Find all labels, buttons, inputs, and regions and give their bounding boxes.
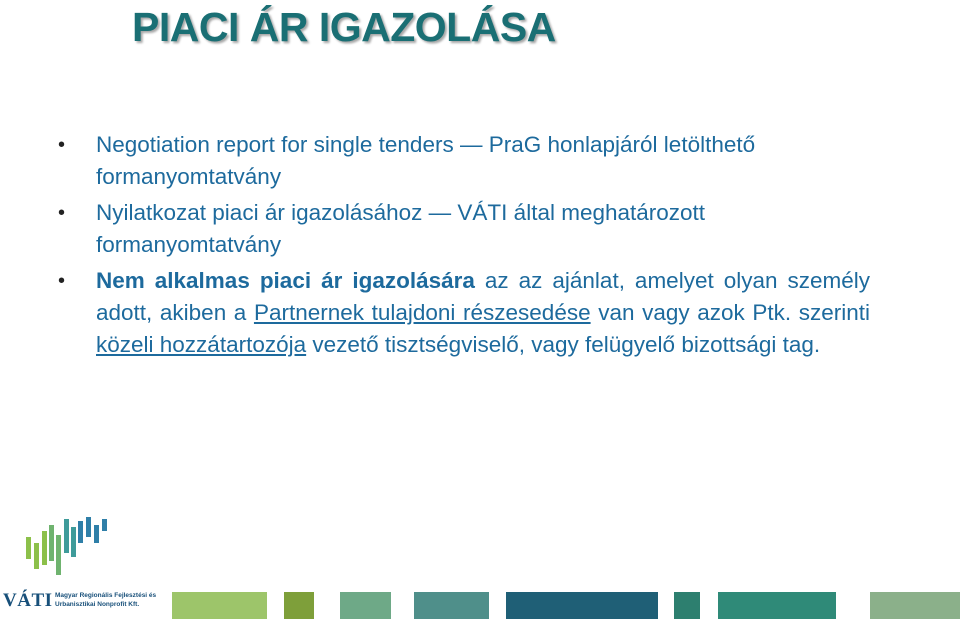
bullet-text: van vagy azok Ptk. szerinti [590, 300, 870, 325]
list-item [58, 265, 870, 361]
footer-color-block [674, 592, 700, 619]
vati-logo-icon [0, 515, 120, 577]
list-item [58, 197, 870, 261]
underlined-phrase: közeli hozzátartozója [96, 332, 307, 357]
bold-phrase: Nem alkalmas piaci ár igazolására [96, 268, 475, 293]
bullet-icon: • [58, 202, 66, 224]
footer-color-block [340, 592, 391, 619]
footer-color-block [172, 592, 267, 619]
logo-subtitle: Magyar Regionális Fejlesztési és Urbanisztikai Nonprofit Kft. [55, 592, 157, 608]
footer-color-block [718, 592, 836, 619]
footer-color-block [284, 592, 314, 619]
bullet-list [58, 129, 870, 365]
underlined-phrase: Partnernek tulajdoni részesedése [253, 300, 591, 325]
bullet-icon: • [58, 134, 66, 156]
bullet-text: Negotiation report for single tenders — PraG honlapjáról letölthető formanyomtatvány [96, 132, 756, 189]
logo-wordmark: VÁTI [3, 590, 53, 611]
page-title: PIACI ÁR IGAZOLÁSA [132, 4, 556, 50]
footer-color-block [870, 592, 960, 619]
list-item [58, 129, 870, 193]
bullet-text: az az ajánlat, amelyet olyan személy adott, akiben a [96, 268, 870, 325]
bullet-icon: • [58, 270, 66, 292]
footer-color-block [506, 592, 658, 619]
bullet-text: Nyilatkozat piaci ár igazolásához — VÁTI által meghatározott formanyomtatvány [96, 200, 706, 257]
bullet-text: vezető tisztségviselő, vagy felügyelő bizottsági tag. [306, 332, 821, 357]
footer-color-block [414, 592, 489, 619]
